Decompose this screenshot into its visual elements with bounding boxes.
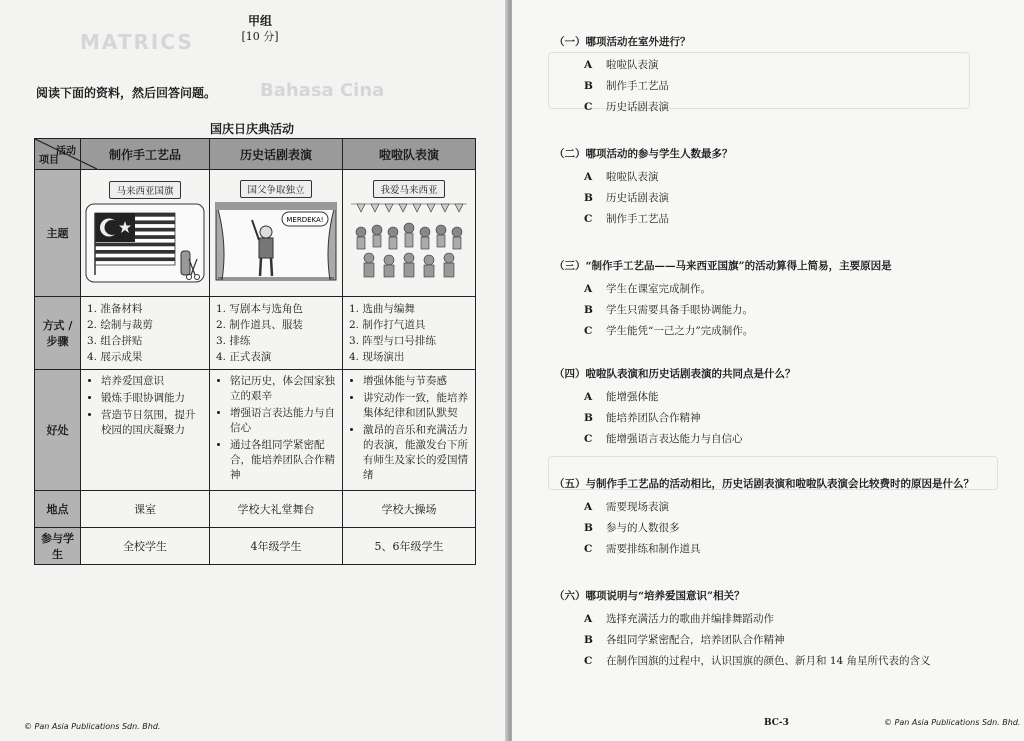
option-letter: A — [584, 171, 593, 183]
question-stem: （五）与制作手工艺品的活动相比，历史话剧表演和啦啦队表演会比较费时的原因是什么？ — [554, 478, 974, 490]
step-item: 4. 展示成果 — [87, 351, 143, 363]
benefits-cell — [81, 370, 210, 491]
speech-bubble-text: MERDEKA! — [286, 215, 324, 224]
question-2 — [554, 146, 733, 230]
option-letter: A — [584, 59, 593, 71]
option-text: 学生只需要具备手眼协调能力。 — [606, 304, 753, 316]
option-text: 能培养团队合作精神 — [606, 412, 701, 424]
benefit-item: • 营造节日氛围，提升校园的国庆凝聚力 — [101, 408, 203, 438]
activity-table — [34, 138, 476, 565]
option-a[interactable] — [584, 55, 691, 76]
theme-cell-cheer — [343, 170, 476, 297]
option-c[interactable] — [584, 321, 892, 342]
theme-cell-crafts — [81, 170, 210, 297]
question-stem: （一）哪项活动在室外进行？ — [554, 36, 691, 48]
corner-item-label: 项目 — [39, 155, 59, 166]
option-text: 历史话剧表演 — [606, 101, 669, 113]
column-header: 历史话剧表演 — [210, 139, 343, 170]
option-c[interactable] — [584, 429, 796, 450]
corner-activity-label: 活动 — [56, 146, 76, 157]
benefits-cell — [343, 370, 476, 491]
option-text: 学生能凭“一己之力”完成制作。 — [606, 325, 754, 337]
option-text: 制作手工艺品 — [606, 213, 669, 225]
column-header: 制作手工艺品 — [81, 139, 210, 170]
step-item: 2. 绘制与裁剪 — [87, 319, 153, 331]
benefit-item: • 培养爱国意识 — [101, 374, 203, 389]
benefits-list — [349, 374, 469, 483]
steps-list — [216, 301, 336, 365]
row-header-theme: 主题 — [35, 170, 81, 297]
benefits-cell — [210, 370, 343, 491]
option-text: 学生在课室完成制作。 — [606, 283, 711, 295]
step-item: 1. 选曲与编舞 — [349, 303, 415, 315]
benefit-item: • 通过各组同学紧密配合，能培养团队合作精神 — [230, 438, 336, 483]
option-text: 在制作国旗的过程中，认识国旗的颜色、新月和 14 角星所代表的含义 — [606, 655, 931, 667]
table-title: 国庆日庆典活动 — [210, 122, 295, 136]
row-header-steps: 方式 / 步骤 — [35, 297, 81, 370]
page-number: BC-3 — [764, 718, 789, 728]
row-header-participants: 参与学生 — [35, 528, 81, 565]
question-1 — [554, 34, 691, 118]
theme-banner: 国父争取独立 — [240, 180, 311, 198]
option-text: 需要现场表演 — [606, 501, 669, 513]
step-item: 4. 现场演出 — [349, 351, 405, 363]
option-letter: C — [584, 213, 593, 225]
steps-cell — [343, 297, 476, 370]
option-b[interactable] — [584, 188, 733, 209]
question-3 — [554, 258, 892, 342]
option-letter: A — [584, 283, 593, 295]
option-text: 历史话剧表演 — [606, 192, 669, 204]
option-a[interactable] — [584, 387, 796, 408]
step-item: 2. 制作道具、服装 — [216, 319, 303, 331]
option-text: 啦啦队表演 — [606, 171, 659, 183]
table-corner-cell — [35, 139, 81, 170]
option-b[interactable] — [584, 76, 691, 97]
option-c[interactable] — [584, 97, 691, 118]
benefit-item: • 讲究动作一致，能培养集体纪律和团队默契 — [363, 391, 469, 421]
table-header-row — [35, 139, 476, 170]
option-letter: A — [584, 501, 593, 513]
option-letter: B — [584, 80, 593, 92]
row-header-benefits: 好处 — [35, 370, 81, 491]
option-text: 制作手工艺品 — [606, 80, 669, 92]
location-row — [35, 491, 476, 528]
step-item: 3. 阵型与口号排练 — [349, 335, 436, 347]
benefit-item: • 铭记历史，体会国家独立的艰辛 — [230, 374, 336, 404]
option-b[interactable] — [584, 630, 931, 651]
theme-cell-drama — [210, 170, 343, 297]
question-stem: （六）哪项说明与“培养爱国意识”相关？ — [554, 590, 745, 602]
question-stem: （四）啦啦队表演和历史话剧表演的共同点是什么？ — [554, 368, 796, 380]
theme-banner: 马来西亚国旗 — [109, 181, 180, 199]
step-item: 3. 组合拼贴 — [87, 335, 143, 347]
option-letter: A — [584, 391, 593, 403]
step-item: 2. 制作打气道具 — [349, 319, 426, 331]
step-item: 1. 准备材料 — [87, 303, 143, 315]
option-letter: B — [584, 522, 593, 534]
instruction: 阅读下面的资料，然后回答问题。 — [36, 86, 217, 100]
theme-banner: 我爱马来西亚 — [373, 180, 444, 198]
option-b[interactable] — [584, 408, 796, 429]
option-text: 参与的人数很多 — [606, 522, 680, 534]
benefits-list — [87, 374, 203, 438]
cheerleaders-illustration — [347, 202, 471, 284]
right-footer-copyright: © Pan Asia Publications Sdn. Bhd. — [884, 718, 1021, 727]
question-6 — [554, 588, 931, 672]
benefit-item: • 增强语言表达能力与自信心 — [230, 406, 336, 436]
option-letter: C — [584, 655, 593, 667]
location-cell: 学校大操场 — [343, 491, 476, 528]
step-item: 4. 正式表演 — [216, 351, 272, 363]
benefit-item: • 增强体能与节奏感 — [363, 374, 469, 389]
group-title-block — [220, 14, 300, 44]
option-c[interactable] — [584, 651, 931, 672]
option-text: 啦啦队表演 — [606, 59, 659, 71]
column-header: 啦啦队表演 — [343, 139, 476, 170]
group-title: 甲组 — [247, 14, 272, 28]
bleed-through-text: MATRICS — [80, 30, 194, 54]
steps-list — [349, 301, 469, 365]
option-a[interactable] — [584, 609, 931, 630]
option-c[interactable] — [584, 209, 733, 230]
option-letter: B — [584, 634, 593, 646]
option-letter: C — [584, 101, 593, 113]
participants-row — [35, 528, 476, 565]
benefits-list — [216, 374, 336, 483]
theme-row — [35, 170, 476, 297]
option-b[interactable] — [584, 518, 974, 539]
benefit-item: • 锻炼手眼协调能力 — [101, 391, 203, 406]
question-stem: （三）“制作手工艺品——马来西亚国旗”的活动算得上简易，主要原因是 — [554, 260, 892, 272]
option-letter: C — [584, 325, 593, 337]
option-a[interactable] — [584, 167, 733, 188]
option-letter: A — [584, 613, 593, 625]
option-text: 能增强语言表达能力与自信心 — [606, 433, 743, 445]
step-item: 1. 写剧本与选角色 — [216, 303, 303, 315]
drama-stage-illustration — [214, 202, 338, 284]
left-footer-copyright: © Pan Asia Publications Sdn. Bhd. — [24, 722, 161, 731]
option-letter: C — [584, 433, 593, 445]
option-text: 选择充满活力的歌曲并编排舞蹈动作 — [606, 613, 774, 625]
option-a[interactable] — [584, 279, 892, 300]
steps-cell — [210, 297, 343, 370]
steps-list — [87, 301, 203, 365]
participants-cell: 5、6年级学生 — [343, 528, 476, 565]
option-letter: B — [584, 304, 593, 316]
question-stem: （二）哪项活动的参与学生人数最多？ — [554, 148, 733, 160]
option-text: 各组同学紧密配合，培养团队合作精神 — [606, 634, 785, 646]
step-item: 3. 排练 — [216, 335, 251, 347]
option-text: 需要排练和制作道具 — [606, 543, 701, 555]
benefits-row — [35, 370, 476, 491]
participants-cell: 全校学生 — [81, 528, 210, 565]
option-c[interactable] — [584, 539, 974, 560]
left-page — [0, 0, 508, 741]
question-5 — [554, 476, 974, 560]
right-page — [512, 0, 1024, 741]
option-b[interactable] — [584, 300, 892, 321]
benefit-item: • 激昂的音乐和充满活力的表演，能激发台下所有师生及家长的爱国情绪 — [363, 423, 469, 483]
option-letter: C — [584, 543, 593, 555]
malaysian-flag-illustration — [85, 203, 205, 283]
question-4 — [554, 366, 796, 450]
option-letter: B — [584, 412, 593, 424]
steps-cell — [81, 297, 210, 370]
option-a[interactable] — [584, 497, 974, 518]
option-letter: B — [584, 192, 593, 204]
group-marks: [10 分] — [241, 30, 279, 43]
participants-cell: 4年级学生 — [210, 528, 343, 565]
option-text: 能增强体能 — [606, 391, 659, 403]
steps-row — [35, 297, 476, 370]
location-cell: 学校大礼堂舞台 — [210, 491, 343, 528]
bleed-through-text: Bahasa Cina — [260, 80, 385, 101]
location-cell: 课室 — [81, 491, 210, 528]
row-header-location: 地点 — [35, 491, 81, 528]
